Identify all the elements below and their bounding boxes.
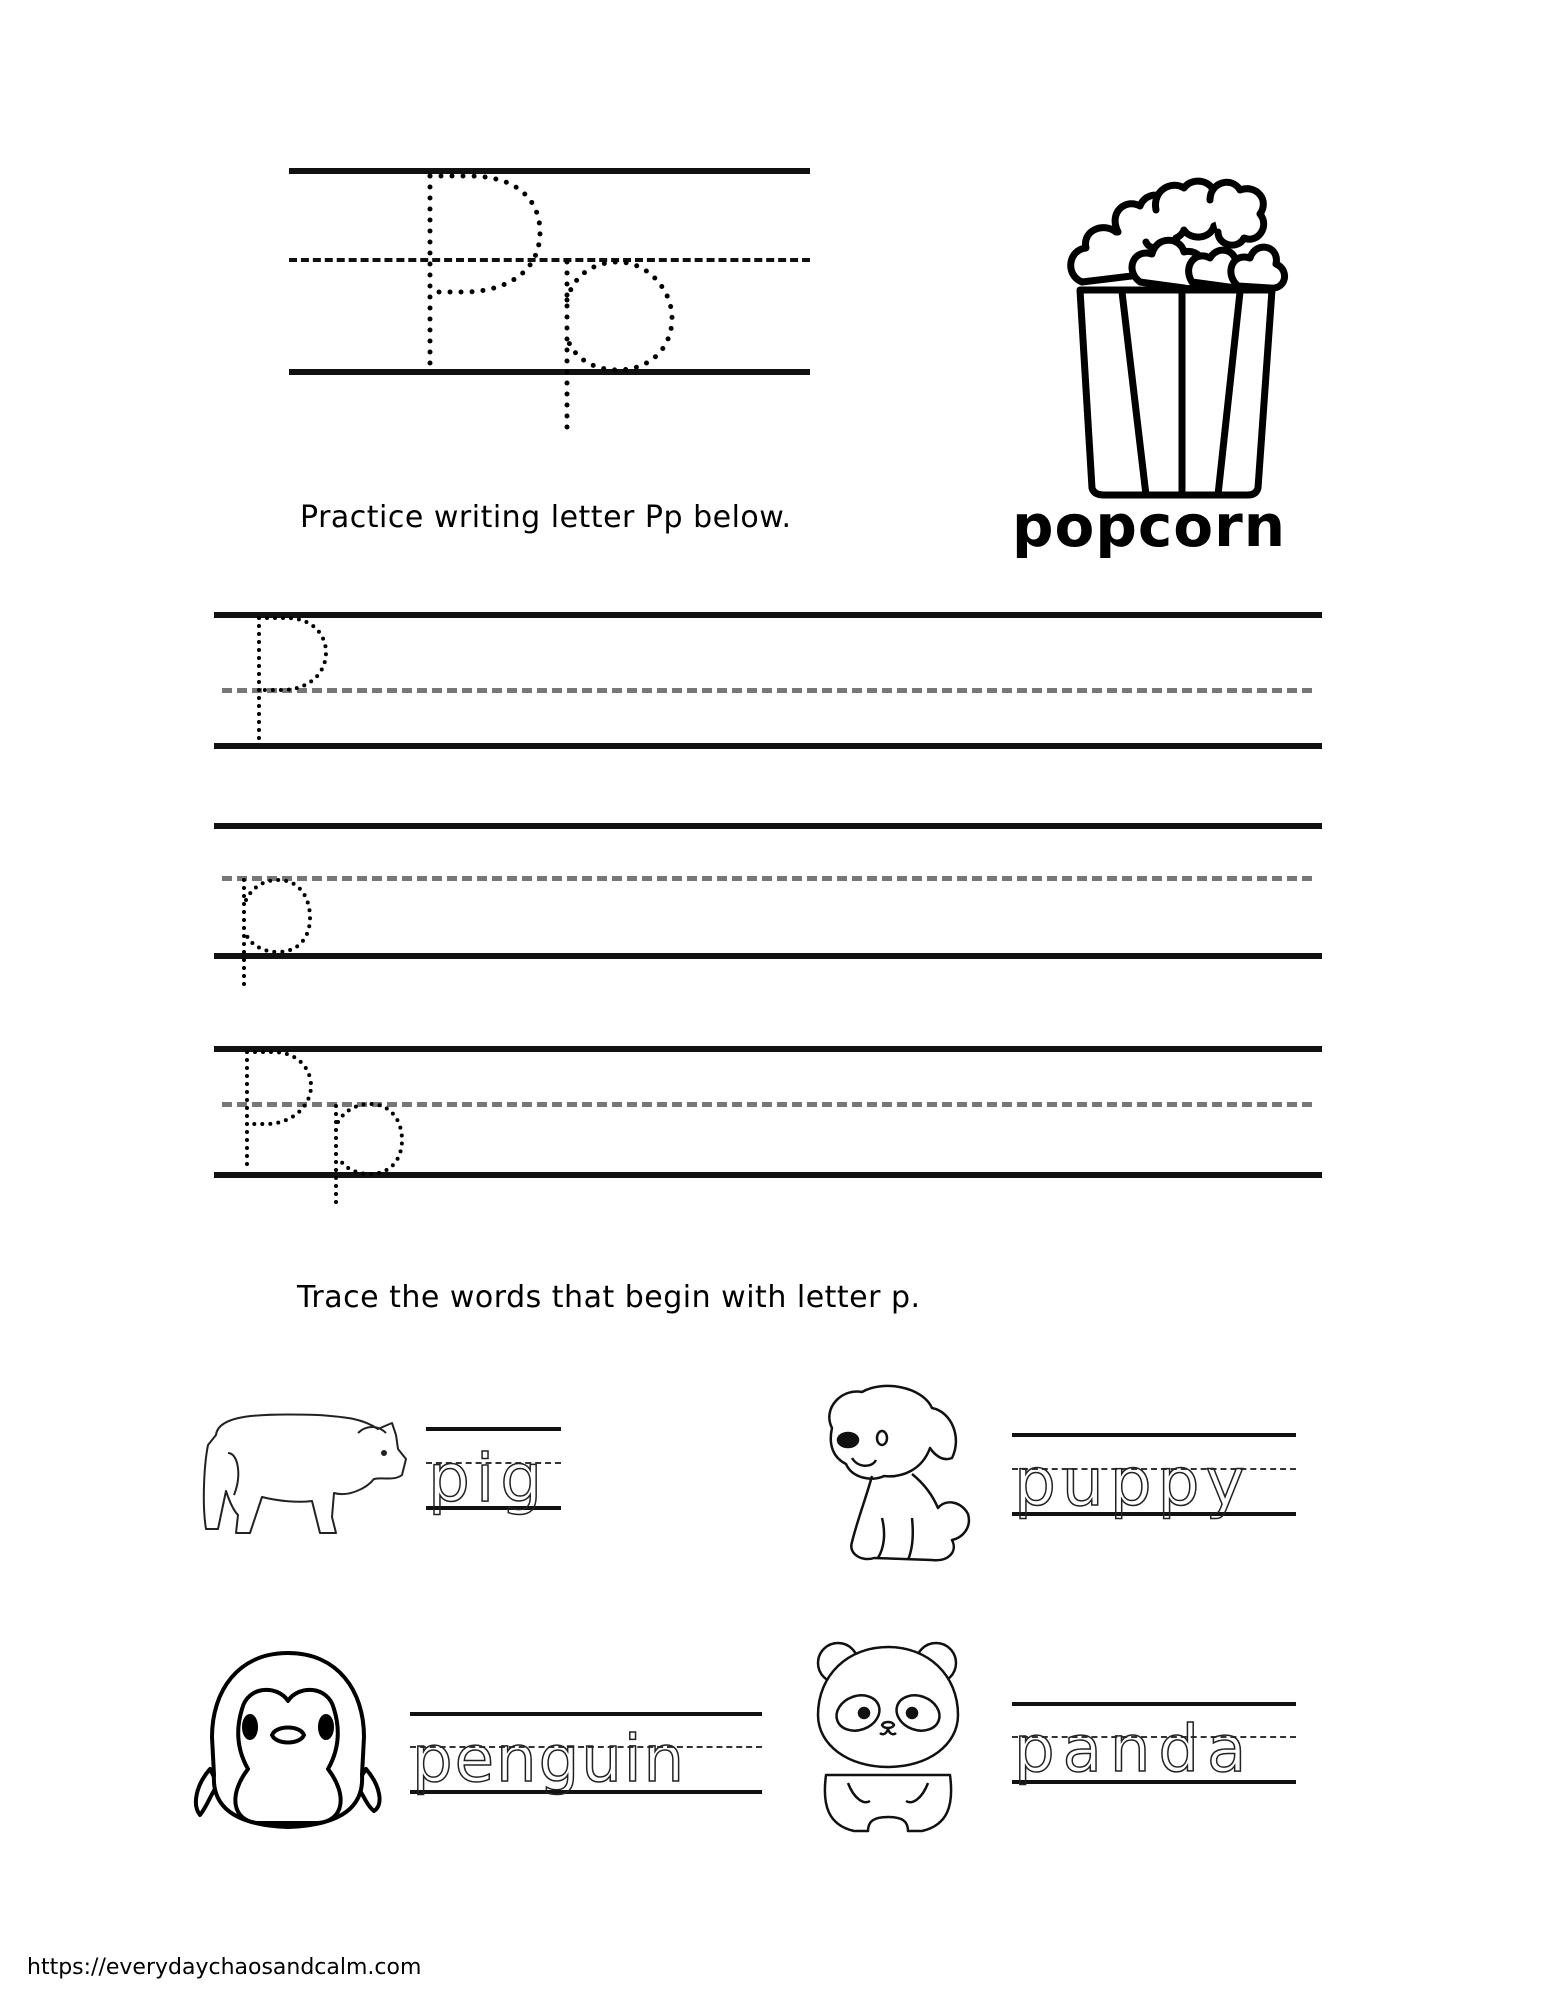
featured-word-label: popcorn: [1012, 492, 1287, 560]
word-top-line: [410, 1712, 762, 1716]
trace-instruction: Trace the words that begin with letter p.: [297, 1280, 921, 1315]
word-top-line: [1012, 1702, 1296, 1706]
trace-word-text: puppy: [1014, 1444, 1251, 1521]
panda-icon: [808, 1625, 968, 1840]
pig-icon: [198, 1405, 413, 1535]
penguin-icon: [188, 1645, 388, 1835]
word-top-line: [1012, 1433, 1296, 1437]
practice-instruction: Practice writing letter Pp below.: [300, 500, 792, 535]
trace-word-text: pig: [428, 1440, 549, 1517]
source-url[interactable]: https://everydaychaosandcalm.com: [27, 1955, 422, 1980]
trace-word-text: panda: [1014, 1713, 1255, 1787]
trace-word-text: penguin: [412, 1723, 687, 1797]
word-top-line: [426, 1427, 561, 1431]
puppy-icon: [812, 1378, 992, 1568]
